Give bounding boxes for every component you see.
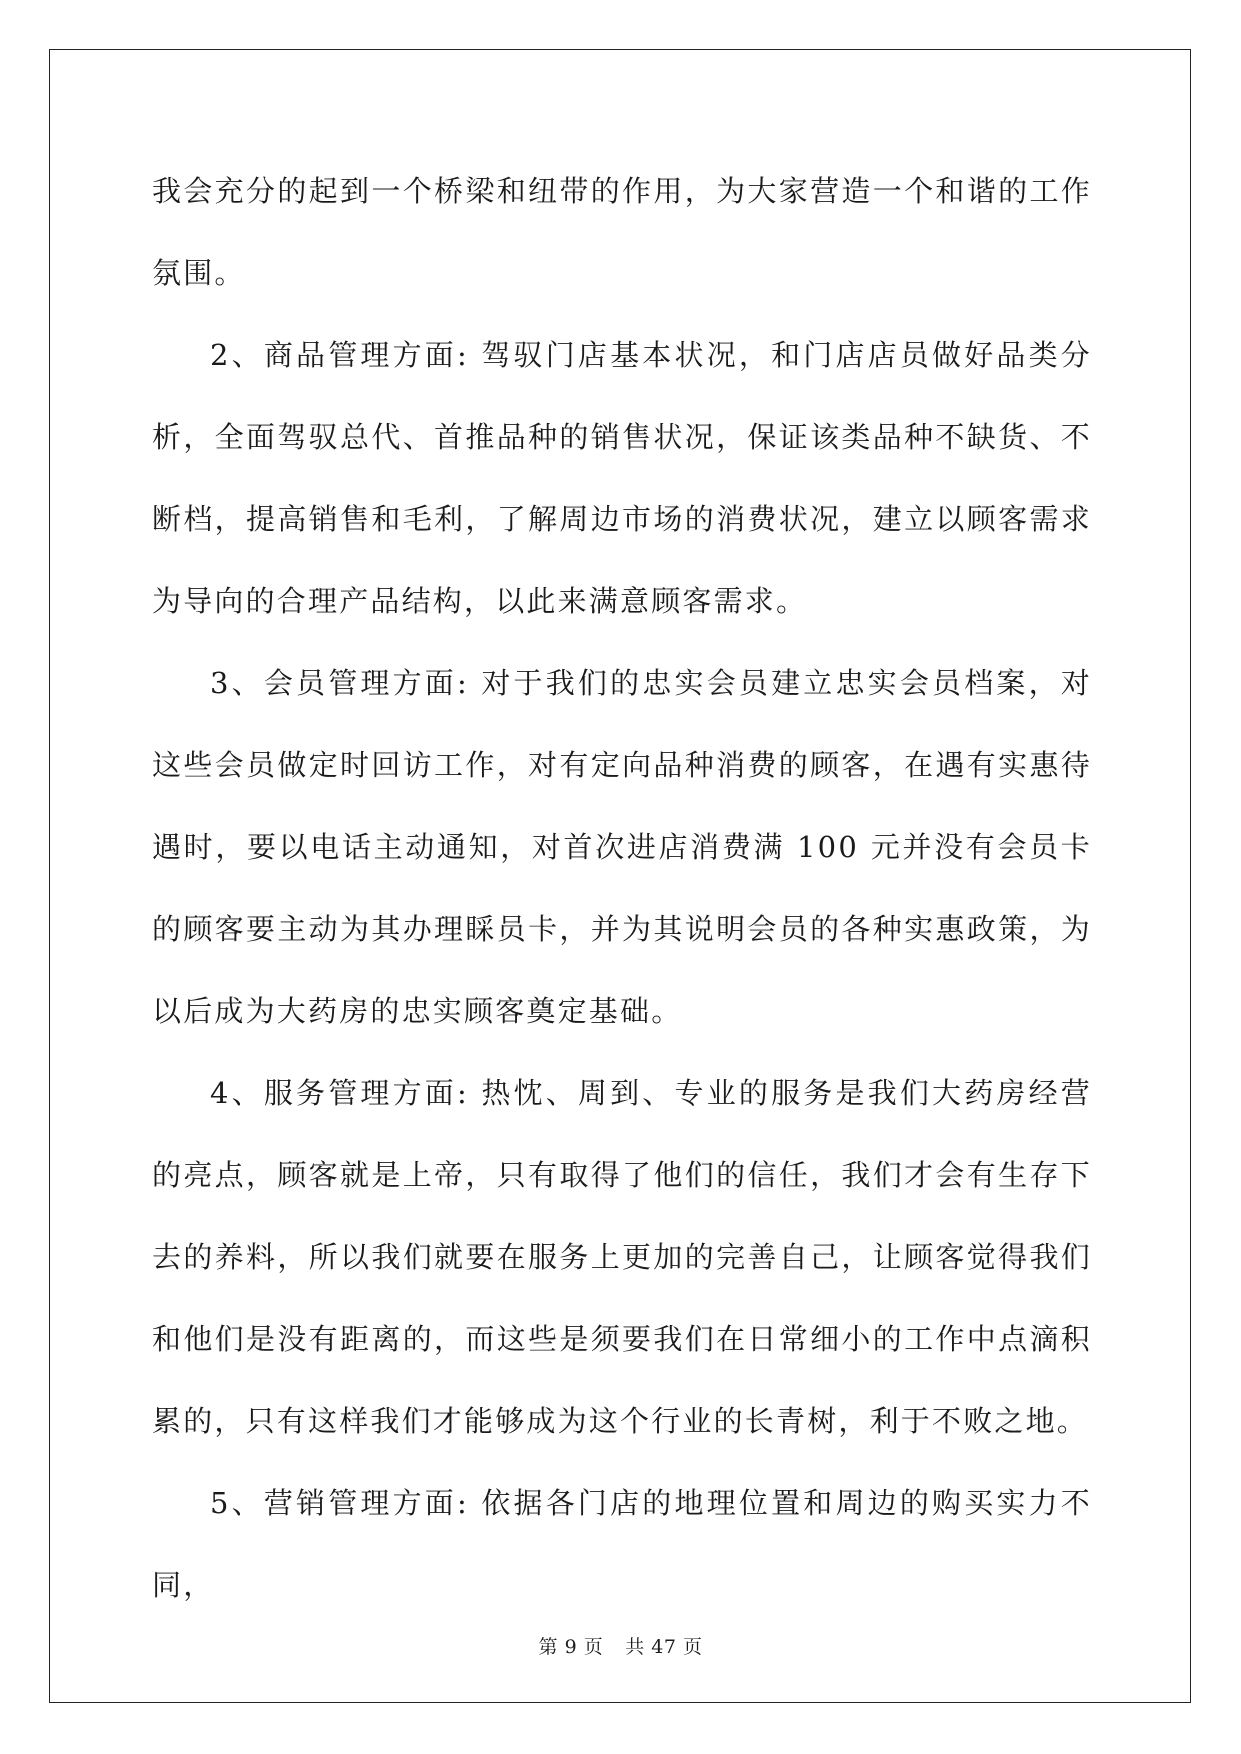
paragraph-service-management: 4、服务管理方面: 热忱、周到、专业的服务是我们大药房经营的亮点，顾客就是上帝，只有取得了他们的信任，我们才会有生存下去的养料，所以我们就要在服务上更加的完善自己，让顾客觉得我们和他们是没有距离的，而这些是须要我们在日常细小的工作中点滴积累的，只有这样我们才能够成为这个行业的长青树，利于不败之地。	[152, 1076, 1092, 1438]
paragraph-product-management: 2、商品管理方面: 驾驭门店基本状况，和门店店员做好品类分析，全面驾驭总代、首推品种的销售状况，保证该类品种不缺货、不断档，提高销售和毛利，了解周边市场的消费状况，建立以顾客需求为导向的合理产品结构，以此来满意顾客需求。	[152, 338, 1092, 618]
paragraph-member-management: 3、会员管理方面: 对于我们的忠实会员建立忠实会员档案，对这些会员做定时回访工作，对有定向品种消费的顾客，在遇有实惠待遇时，要以电话主动通知，对首次进店消费满 100 元并没有会员卡的顾客要主动为其办理睬员卡，并为其说明会员的各种实惠政策，为以后成为大药房的忠实顾客奠定基础。	[152, 666, 1092, 1028]
document-body	[152, 150, 1092, 1626]
paragraph-continuation: 我会充分的起到一个桥梁和纽带的作用，为大家营造一个和谐的工作氛围。	[152, 174, 1092, 290]
page-number: 第 9 页	[538, 1636, 604, 1658]
page-total: 共 47 页	[625, 1636, 703, 1658]
page-footer	[0, 1632, 1241, 1659]
paragraph-marketing-management: 5、营销管理方面: 依据各门店的地理位置和周边的购买实力不同，	[152, 1486, 1092, 1602]
